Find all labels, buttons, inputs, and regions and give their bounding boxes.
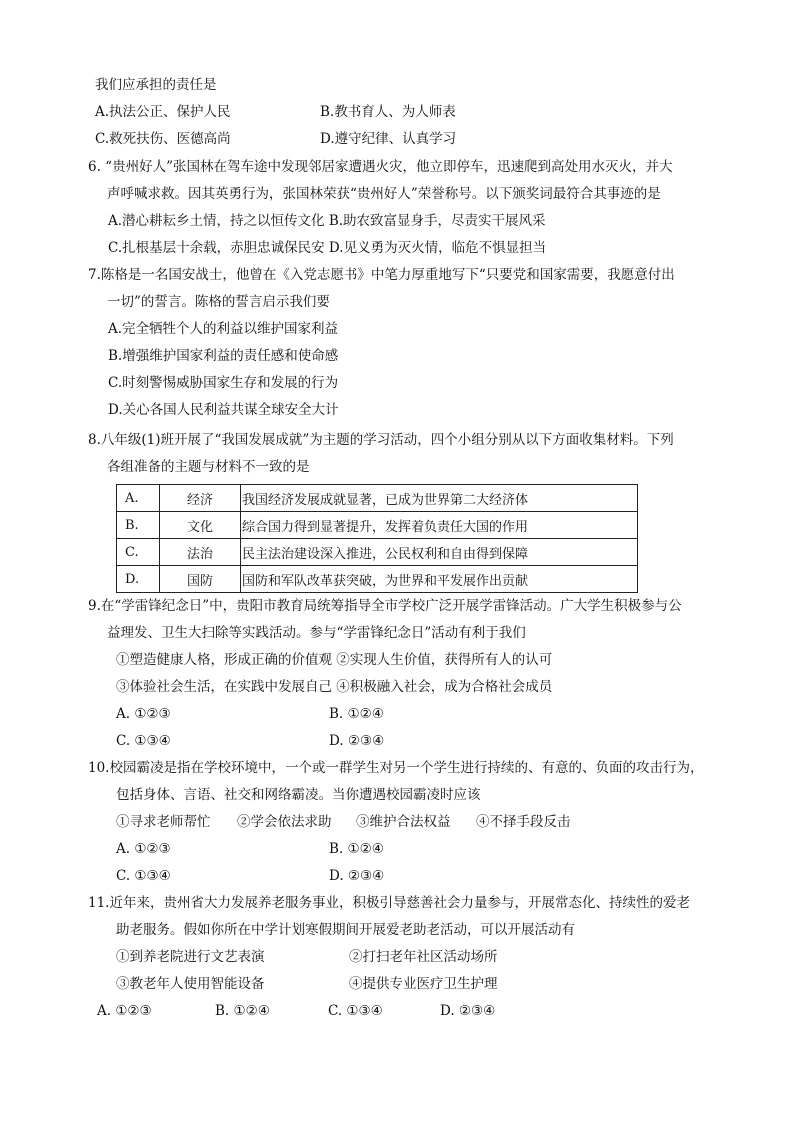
option-material: 综合国力得到显著提升，发挥着负责任大国的作用 xyxy=(241,512,638,539)
q11-option-a: A. ①②③ xyxy=(97,1003,152,1019)
q11-stem-line1: 11.近年来，贵州省大力发展养老服务事业，积极引导慈善社会力量参与，开展常态化、持续性的爱老 xyxy=(88,895,690,911)
q9-option-c: C. ①③④ xyxy=(116,733,171,749)
q10-statement-2: ②学会依法求助 xyxy=(237,814,332,830)
q11-statement-4: ④提供专业医疗卫生护理 xyxy=(349,976,498,992)
q6-options-cd: C.扎根基层十余载，赤胆忠诚保民安 D.见义勇为灭火情，临危不惧显担当 xyxy=(108,240,547,256)
table-row xyxy=(117,485,638,512)
option-key: B. xyxy=(117,512,160,539)
q10-statement-1: ①寻求老师帮忙 xyxy=(116,814,211,830)
q7-option-d: D.关心各国人民利益共谋全球安全大计 xyxy=(108,402,339,418)
q10-option-b: B. ①②④ xyxy=(329,841,384,857)
q5-option-a: A.执法公正、保护人民 xyxy=(95,104,231,120)
q11-option-c: C. ①③④ xyxy=(328,1003,383,1019)
q10-statement-4: ④不择手段反击 xyxy=(476,814,571,830)
q6-stem-line1: 6. “贵州好人”张国林在驾车途中发现邻居家遭遇火灾，他立即停车，迅速爬到高处用水灭火，并大 xyxy=(88,159,673,175)
q8-options-table xyxy=(116,484,638,593)
q9-option-d: D. ②③④ xyxy=(329,733,385,749)
q11-stem-line2: 助老服务。假如你所在中学计划寒假期间开展爱老助老活动，可以开展活动有 xyxy=(116,922,575,938)
q8-stem-line1: 8.八年级(1)班开展了“我国发展成就”为主题的学习活动，四个小组分别从以下方面收集材料。下列 xyxy=(88,432,674,448)
option-topic: 法治 xyxy=(160,539,241,566)
q7-option-c: C.时刻警惕威胁国家生存和发展的行为 xyxy=(108,375,339,391)
q5-option-c: C.救死扶伤、医德高尚 xyxy=(95,131,231,147)
q9-option-a: A. ①②③ xyxy=(116,706,171,722)
q5-stem: 我们应承担的责任是 xyxy=(95,77,217,93)
option-topic: 文化 xyxy=(160,512,241,539)
q7-stem-line2: 一切”的誓言。陈格的誓言启示我们要 xyxy=(107,294,330,310)
q5-option-b: B.教书育人、为人师表 xyxy=(320,104,456,120)
q6-options-ab: A.潜心耕耘乡土情，持之以恒传文化 B.助农致富显身手，尽责实干展风采 xyxy=(108,213,546,229)
q7-stem-line1: 7.陈格是一名国安战士，他曾在《入党志愿书》中笔力厚重地写下“只要党和国家需要，我愿意付出 xyxy=(88,267,675,283)
q9-stem-line1: 9.在“学雷锋纪念日”中，贵阳市教育局统筹指导全市学校广泛开展学雷锋活动。广大学生积极参与公 xyxy=(88,598,682,614)
table-row xyxy=(117,539,638,566)
option-material: 国防和军队改革获突破，为世界和平发展作出贡献 xyxy=(241,566,638,593)
q10-stem-line2: 包括身体、言语、社交和网络霸凌。当你遭遇校园霸凌时应该 xyxy=(116,787,481,803)
q10-option-d: D. ②③④ xyxy=(329,868,385,884)
q11-statement-2: ②打扫老年社区活动场所 xyxy=(349,949,498,965)
q7-option-a: A.完全牺牲个人的利益以维护国家利益 xyxy=(108,321,339,337)
option-key: A. xyxy=(117,485,160,512)
q8-stem-line2: 各组准备的主题与材料不一致的是 xyxy=(107,459,310,475)
q10-option-c: C. ①③④ xyxy=(116,868,171,884)
q10-option-a: A. ①②③ xyxy=(116,841,171,857)
q9-option-b: B. ①②④ xyxy=(329,706,384,722)
option-material: 民主法治建设深入推进，公民权利和自由得到保障 xyxy=(241,539,638,566)
q9-statements-34: ③体验社会生活，在实践中发展自己 ④积极融入社会，成为合格社会成员 xyxy=(116,679,553,695)
table-row xyxy=(117,566,638,593)
q11-statement-1: ①到养老院进行文艺表演 xyxy=(116,949,265,965)
option-material: 我国经济发展成就显著，已成为世界第二大经济体 xyxy=(241,485,638,512)
q11-option-d: D. ②③④ xyxy=(440,1003,496,1019)
option-topic: 国防 xyxy=(160,566,241,593)
option-topic: 经济 xyxy=(160,485,241,512)
q7-option-b: B.增强维护国家利益的责任感和使命感 xyxy=(108,348,339,364)
q11-statement-3: ③教老年人使用智能设备 xyxy=(116,976,265,992)
option-key: C. xyxy=(117,539,160,566)
q5-option-d: D.遵守纪律、认真学习 xyxy=(320,131,457,147)
q6-stem-line2: 声呼喊求救。因其英勇行为，张国林荣获“贵州好人”荣誉称号。以下颁奖词最符合其事迹的是 xyxy=(107,186,661,202)
q10-statement-3: ③维护合法权益 xyxy=(356,814,451,830)
q9-statements-12: ①塑造健康人格，形成正确的价值观 ②实现人生价值，获得所有人的认可 xyxy=(116,652,553,668)
option-key: D. xyxy=(117,566,160,593)
q10-stem-line1: 10.校园霸凌是指在学校环境中，一个或一群学生对另一个学生进行持续的、有意的、负面的攻击行为， xyxy=(88,760,704,776)
table-row xyxy=(117,512,638,539)
q9-stem-line2: 益理发、卫生大扫除等实践活动。参与“学雷锋纪念日”活动有利于我们 xyxy=(107,625,526,641)
q11-option-b: B. ①②④ xyxy=(215,1003,270,1019)
